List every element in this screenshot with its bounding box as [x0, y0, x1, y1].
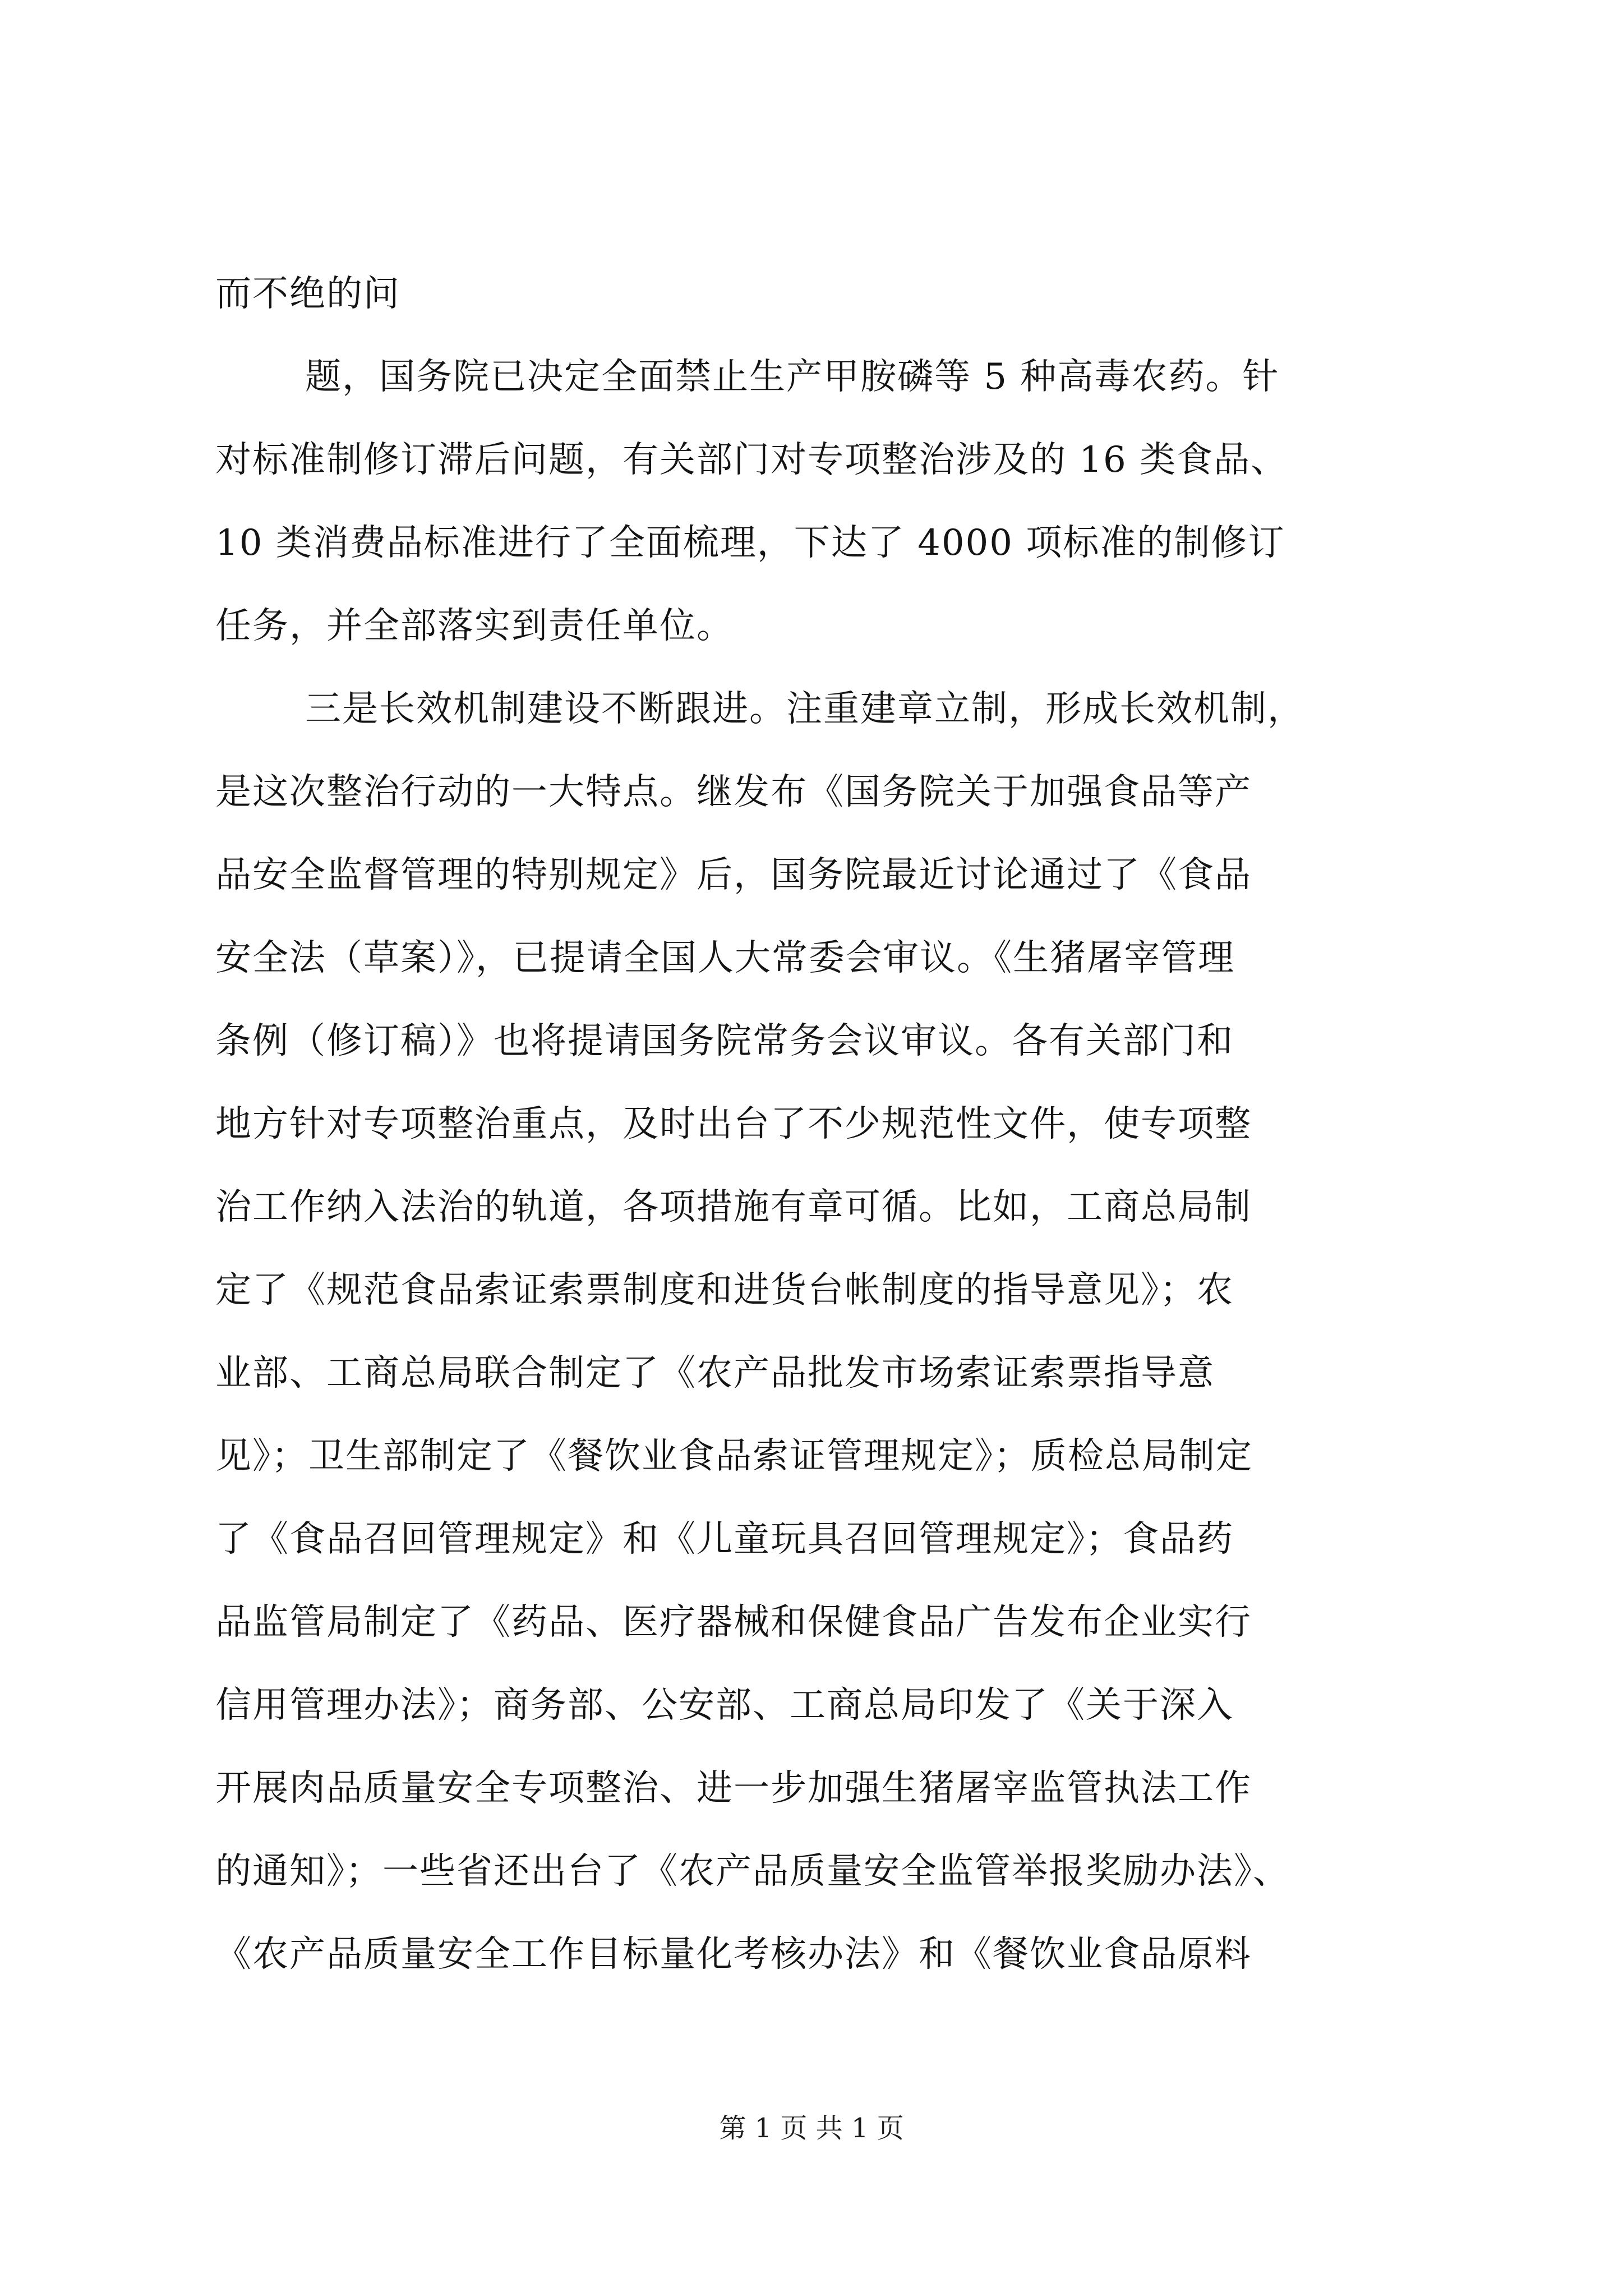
- text-line: 安全法（草案）》，已提请全国人大常委会审议。《生猪屠宰管理: [215, 937, 1235, 979]
- text-line: 见》；卫生部制定了《餐饮业食品索证管理规定》；质检总局制定: [215, 1435, 1253, 1477]
- text-line: 是这次整治行动的一大特点。继发布《国务院关于加强食品等产: [215, 771, 1252, 813]
- text-line: 信用管理办法》；商务部、公安部、工商总局印发了《关于深入: [215, 1685, 1234, 1726]
- text-line: 三是长效机制建设不断跟进。注重建章立制，形成长效机制，: [305, 688, 1304, 730]
- text-line: 的通知》；一些省还出台了《农产品质量安全监管举报奖励办法》、: [215, 1851, 1290, 1892]
- text-line: 题，国务院已决定全面禁止生产甲胺磷等 5 种高毒农药。针: [305, 356, 1280, 398]
- text-line: 而不绝的问: [215, 273, 400, 315]
- body-text: [215, 252, 1466, 1996]
- text-line: 业部、工商总局联合制定了《农产品批发市场索证索票指导意: [215, 1352, 1215, 1394]
- text-line: 任务，并全部落实到责任单位。: [215, 605, 734, 647]
- text-line: 开展肉品质量安全专项整治、进一步加强生猪屠宰监管执法工作: [215, 1768, 1252, 1809]
- text-line: 对标准制修订滞后问题，有关部门对专项整治涉及的 16 类食品、: [215, 439, 1288, 481]
- text-line: 10 类消费品标准进行了全面梳理，下达了 4000 项标准的制修订: [215, 522, 1285, 564]
- text-line: 品监管局制定了《药品、医疗器械和保健食品广告发布企业实行: [215, 1602, 1252, 1643]
- text-line: 了《食品召回管理规定》和《儿童玩具召回管理规定》；食品药: [215, 1519, 1234, 1560]
- text-line: 治工作纳入法治的轨道，各项措施有章可循。比如，工商总局制: [215, 1186, 1252, 1228]
- text-line: 地方针对专项整治重点，及时出台了不少规范性文件，使专项整: [215, 1103, 1252, 1145]
- text-line: 品安全监督管理的特别规定》后，国务院最近讨论通过了《食品: [215, 854, 1252, 896]
- page-footer: 第 1 页 共 1 页: [719, 2113, 904, 2144]
- text-line: 定了《规范食品索证索票制度和进货台帐制度的指导意见》；农: [215, 1269, 1234, 1311]
- text-line: 条例（修订稿）》也将提请国务院常务会议审议。各有关部门和: [215, 1020, 1234, 1062]
- text-line: 《农产品质量安全工作目标量化考核办法》和《餐饮业食品原料: [215, 1934, 1252, 1975]
